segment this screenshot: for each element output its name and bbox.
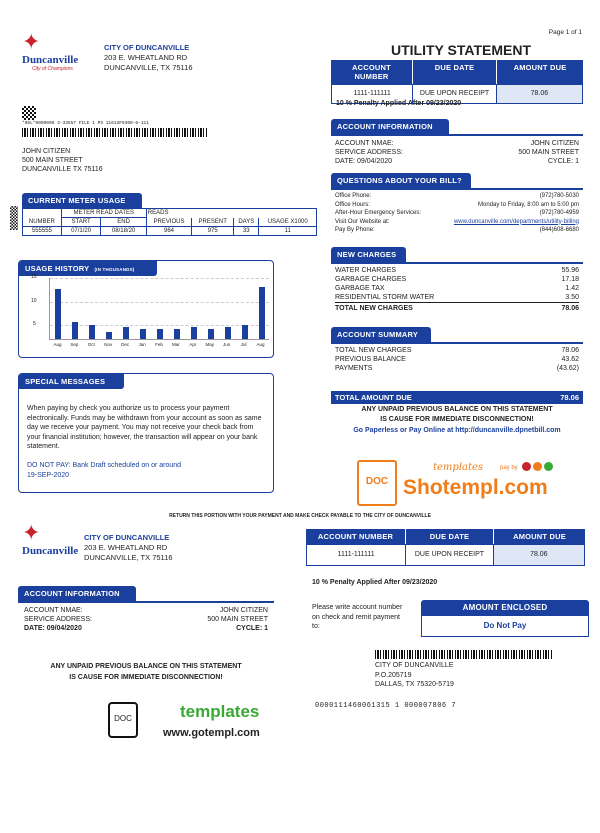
remit-city: DALLAS, TX 75320-5719 [375,681,454,688]
watermark-pay: pay by [500,465,518,471]
customer-street: 500 MAIN STREET [22,157,83,164]
charge-row [335,275,579,284]
stub-city-logo [22,523,84,557]
charges-total-label: TOTAL NEW CHARGES [335,305,413,312]
usage-month-label: Aug [53,342,62,347]
due-date-header: DUE DATE [413,60,497,84]
usage-bars [50,278,269,339]
warning-line-2: IS CAUSE FOR IMMEDIATE DISCONNECTION! [380,416,534,423]
amount-enclosed-title: AMOUNT ENCLOSED [421,600,589,615]
stub-city-addr1: 203 E. WHEATLAND RD [84,543,168,552]
special-messages-section [18,373,274,493]
question-row [335,201,579,210]
stub-summary-header-row [306,529,585,544]
question-row [335,192,579,201]
usage-month-label: Aug [256,342,265,347]
texas-star-icon: ✦ [22,30,41,55]
usage-tick: 5 [33,321,36,327]
stub-disconnection-warning [18,661,274,683]
account-summary-rows [331,342,583,373]
info-row [24,615,268,624]
question-label: After-Hour Emergency Services: [335,210,422,216]
remit-address [375,661,454,690]
warning-line-2: IS CAUSE FOR IMMEDIATE DISCONNECTION! [69,674,223,681]
meter-table [22,208,317,236]
emergency-phone: (972)780-4959 [539,210,579,216]
logo-tagline: City of Champions [32,66,73,72]
qr-code-icon [22,106,36,120]
meter-read-dates-header: METER READ DATES [61,209,146,218]
charge-label: GARBAGE CHARGES [335,276,407,283]
usage-bar [225,327,231,339]
usage-month-label: Jan [138,342,146,347]
side-qr-icon [10,206,18,230]
question-row [335,218,579,227]
meter-cell: 555555 [23,227,62,236]
info-label: ACCOUNT NMAE: [335,140,394,147]
warning-line-1: ANY UNPAID PREVIOUS BALANCE ON THIS STATEMENT [361,406,553,413]
stub-account-info-rows [18,601,274,633]
new-charges-section [331,247,583,313]
charge-row [335,293,579,303]
usage-bar [106,332,112,339]
stub-city-name: CITY OF DUNCANVILLE [84,533,170,542]
questions-rows [331,188,583,235]
charge-row [335,284,579,293]
meter-usage-title: CURRENT METER USAGE [22,193,142,208]
info-label: SERVICE ADDRESS: [335,149,403,156]
info-label: ACCOUNT NMAE: [24,607,83,614]
question-label: Visit Our Website at: [335,218,390,225]
usage-tick: 10 [31,298,37,304]
usage-bar [191,327,197,339]
charge-label: WATER CHARGES [335,267,397,274]
watermark-script: templates [433,462,484,473]
scan-line: *05L*0000006 3-33557 FILE 1 PS 11613F9300-8-111 [22,121,149,126]
info-value: CYCLE: 1 [236,625,268,632]
amount-enclosed-value: Do Not Pay [421,615,589,637]
watermark-brand: Shotempl.com [403,476,548,499]
pay-by-phone: (844)608-6680 [539,227,579,233]
summary-label: PAYMENTS [335,365,373,372]
usage-month-label: Nov [104,342,113,347]
stub-city-addr2: DUNCANVILLE, TX 75116 [84,553,173,562]
do-not-pay-text: DO NOT PAY: Bank Draft scheduled on or around [27,462,182,469]
usage-month-labels [49,342,269,348]
city-logo [22,32,84,72]
usage-bar [55,289,61,339]
payment-icons [522,462,553,471]
usage-title-text: USAGE HISTORY [25,264,90,273]
usage-bar [208,329,214,339]
watermark-url: www.gotempl.com [163,727,260,739]
info-value: 500 MAIN STREET [207,616,268,623]
paperless-link[interactable]: Go Paperless or Pay Online at http://duncanville.dpnetbill.com [353,427,561,434]
questions-title: QUESTIONS ABOUT YOUR BILL? [331,173,471,188]
logo-text: Duncanville [22,54,79,66]
card-icon [522,462,531,471]
info-row [335,139,579,148]
info-value: JOHN CITIZEN [530,140,579,147]
meter-col-header: USAGE X1000 [267,218,308,225]
page-number: Page 1 of 1 [548,29,582,36]
account-summary-title: ACCOUNT SUMMARY [331,327,431,342]
total-amount-due-bar [331,391,583,404]
remit-instruction: Please write account number on check and remit payment to: [312,604,403,630]
usage-bar [140,329,146,339]
city-addr2: DUNCANVILLE, TX 75116 [104,63,193,72]
info-label: DATE: 09/04/2020 [335,158,393,165]
watermark-templates: templates [180,702,260,721]
customer-city: DUNCANVILLE TX 75116 [22,166,103,173]
meter-cell: 33 [234,227,259,236]
charges-total-value: 78.06 [561,305,579,312]
account-number-header: ACCOUNT NUMBER [331,60,413,84]
summary-row [335,364,579,373]
remit-barcode [375,650,553,659]
stub-account-number-header: ACCOUNT NUMBER [306,529,406,544]
charge-value: 1.42 [565,285,579,292]
info-value: JOHN CITIZEN [219,607,268,614]
customer-name: JOHN CITIZEN [22,148,71,155]
usage-bar [174,329,180,339]
stub-penalty-notice: 10 % Penalty Applied After 09/23/2020 [312,579,438,586]
special-messages-body: When paying by check you authorize us to process your payment electronically. Funds may be withdrawn from your account as soon as same day we receive your payment. You may not receive your check back from your financial institution; however, the transaction will appear on your bank statement. [27,405,262,450]
texas-star-icon: ✦ [22,521,41,546]
charge-value: 3.50 [565,294,579,301]
usage-history-title [19,261,157,276]
meter-cell: 964 [146,227,191,236]
meter-cell: 975 [192,227,234,236]
charge-value: 17.18 [561,276,579,283]
usage-bar [242,325,248,339]
usage-month-label: Oct [87,342,95,347]
stub-scan-line: 0000111460061315 1 000007806 7 [315,702,457,710]
remit-po: P.O.205719 [375,671,412,679]
usage-subtitle: (IN THOUSANDS) [94,267,135,272]
meter-cell: 11 [284,228,291,234]
charge-label: RESIDENTIAL STORM WATER [335,294,435,301]
new-charges-rows [331,262,583,313]
stub-due-date: DUE UPON RECEIPT [406,545,493,565]
stub-account-info-title: ACCOUNT INFORMATION [18,586,136,601]
usage-history-section [18,260,274,358]
city-address [104,43,193,73]
coin-icon [544,462,553,471]
doc-file-icon: DOC [108,702,138,738]
account-info-rows [331,134,583,166]
special-messages-title: SPECIAL MESSAGES [19,374,124,389]
office-hours: Monday to Friday, 8:00 am to 5:00 pm [478,201,579,208]
do-not-pay-date: 19-SEP-2020 [27,472,70,479]
question-row [335,209,579,218]
summary-value: 43.62 [561,356,579,363]
penalty-notice: 10 % Penalty Applied After 09/23/2020 [336,100,462,107]
usage-bar [72,322,78,339]
usage-plot-area [49,278,269,340]
usage-month-label: Dec [121,342,130,347]
do-not-pay-notice [27,461,181,481]
remit-name: CITY OF DUNCANVILLE [375,662,454,669]
total-due-label: TOTAL AMOUNT DUE [335,393,412,402]
amount-enclosed-box [421,600,589,637]
amount-due-header: AMOUNT DUE [497,60,583,84]
charge-row [335,266,579,275]
usage-month-label: Sep [70,342,79,347]
meter-col-header: PRESENT [192,218,234,227]
logo-text: Duncanville [22,545,79,557]
city-addr1: 203 E. WHEATLAND RD [104,53,188,62]
stub-account-number: 1111-111111 [307,545,406,565]
info-value: CYCLE: 1 [547,158,579,165]
info-label: DATE: 09/04/2020 [24,625,82,632]
info-row [335,157,579,166]
meter-col-header: NUMBER [23,218,62,227]
amount-due-value: 78.06 [497,85,582,103]
question-label: Office Phone: [335,193,372,199]
stub-amount-due-header: AMOUNT DUE [494,529,585,544]
usage-bar [123,327,129,339]
questions-section [331,173,583,235]
info-value: 500 MAIN STREET [518,149,579,156]
usage-bar [157,329,163,339]
stub-summary-value-row [306,544,585,566]
bitcoin-icon [533,462,542,471]
top-summary-box [331,60,583,104]
mail-barcode [22,128,207,137]
meter-cell: 08/18/20 [101,227,146,236]
charges-total-row [335,304,579,313]
info-row [24,606,268,615]
return-instruction: RETURN THIS PORTION WITH YOUR PAYMENT AND MAKE CHECK PAYABLE TO THE CITY OF DUNCANVILLE [169,513,431,519]
usage-bar [259,287,265,339]
meter-col-header: END [101,218,146,227]
usage-month-label: Jun [223,342,231,347]
account-number-value: 1111-111111 [332,85,413,103]
meter-col-header: DAYS [234,218,259,227]
usage-month-label: May [205,342,215,347]
account-info-section [331,119,583,166]
stub-due-date-header: DUE DATE [406,529,494,544]
meter-col-header: PREVIOUS [146,218,191,227]
summary-header-row [331,60,583,84]
info-row [24,624,268,633]
usage-month-label: Jul [240,342,247,347]
usage-month-label: Mar [172,342,180,347]
website-link[interactable]: www.duncanville.com/departments/utility-billing [453,218,579,225]
meter-col-header: START [61,218,101,227]
summary-label: PREVIOUS BALANCE [335,356,406,363]
charge-label: GARBAGE TAX [335,285,385,292]
statement-title: UTILITY STATEMENT [391,42,531,58]
new-charges-title: NEW CHARGES [331,247,406,262]
meter-cell: 07/1/20 [61,227,101,236]
warning-line-1: ANY UNPAID PREVIOUS BALANCE ON THIS STATEMENT [50,663,242,670]
question-label: Office Hours: [335,201,370,208]
charge-value: 55.96 [561,267,579,274]
account-info-title: ACCOUNT INFORMATION [331,119,449,134]
stub-account-info [18,586,274,633]
doc-file-icon: DOC [357,460,397,506]
summary-row [335,355,579,364]
office-phone: (972)780-5030 [539,193,579,199]
city-name: CITY OF DUNCANVILLE [104,43,190,52]
reads-header: READS [147,210,169,217]
summary-row [335,346,579,355]
usage-bar [89,325,95,339]
question-row [335,226,579,235]
info-row [335,148,579,157]
total-due-value: 78.06 [560,393,579,402]
usage-month-label: Feb [155,342,163,347]
stub-amount-due: 78.06 [494,545,584,565]
summary-label: TOTAL NEW CHARGES [335,347,412,354]
info-label: SERVICE ADDRESS: [24,616,92,623]
account-summary-section [331,327,583,373]
customer-address [22,147,103,174]
usage-month-label: Apr [189,342,197,347]
question-label: Pay By Phone: [335,227,375,233]
summary-value: (43.62) [556,365,579,372]
stub-city-address [84,533,173,563]
usage-chart [31,274,269,347]
summary-value: 78.06 [561,347,579,354]
usage-tick: 15 [31,274,37,280]
meter-usage-section [22,193,317,236]
stub-summary-box [306,529,585,566]
disconnection-warning [331,405,583,425]
due-date-value: DUE UPON RECEIPT [413,85,496,103]
